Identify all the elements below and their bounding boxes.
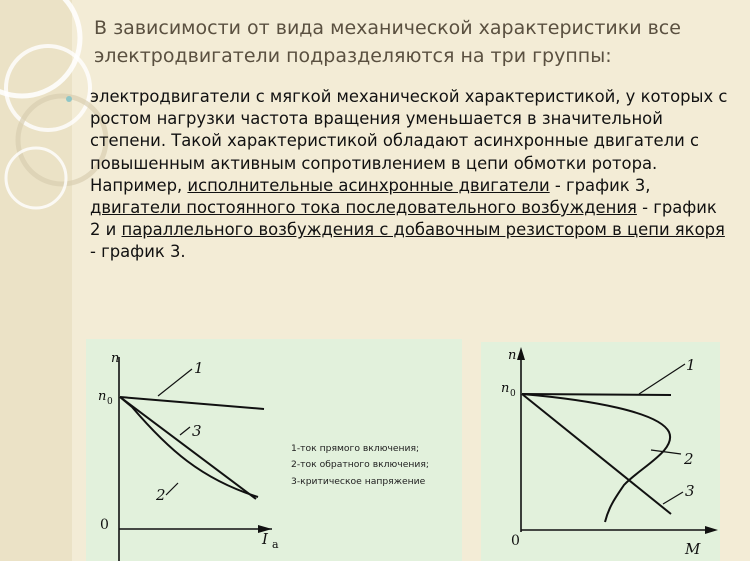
- bullet-icon: [66, 96, 72, 102]
- legend-item-1: 1-ток прямого включения;: [291, 443, 420, 454]
- x-axis-label: I: [262, 530, 268, 548]
- n0-subscript: 0: [510, 389, 516, 399]
- curve-label-3: 3: [685, 482, 695, 500]
- body-text-2: - график 3,: [549, 175, 651, 195]
- body-text-3: - график 2 и: [90, 198, 717, 240]
- body-text-1: электродвигатели с мягкой механической характеристикой, у которых с ростом нагрузки частота вращения уменьшается в значительной степени. Такой характеристикой обладают асинхронные двигатели с повышенным активным сопротивлением в цепи обмотки ротора. Например,: [90, 87, 728, 195]
- origin-label: 0: [100, 517, 109, 533]
- body-text-4: - график 3.: [90, 242, 186, 262]
- link-dc-series-motors[interactable]: двигатели постоянного тока последовательного возбуждения: [90, 198, 637, 218]
- slide-title: В зависимости от вида механической характеристики все электродвигатели подразделяются на три группы:: [94, 17, 681, 67]
- origin-label: 0: [511, 533, 520, 549]
- figure-torque-characteristic: [481, 342, 720, 561]
- curve-label-1: 1: [194, 359, 204, 377]
- y-axis-label: n: [111, 351, 120, 366]
- n0-subscript: 0: [107, 397, 113, 407]
- curve-label-1: 1: [686, 356, 696, 374]
- x-axis-subscript: a: [272, 538, 279, 551]
- y-axis-label: n: [508, 348, 517, 363]
- curve-label-2: 2: [684, 450, 694, 468]
- curve-label-2: 2: [156, 486, 166, 504]
- link-parallel-excitation[interactable]: параллельного возбуждения с добавочным резистором в цепи якоря: [121, 220, 725, 240]
- slide-body-text: [90, 86, 730, 264]
- n0-label: n: [98, 389, 107, 404]
- legend-item-3: 3-критическое напряжение: [291, 476, 426, 487]
- n0-label: n: [501, 381, 510, 396]
- link-async-motors[interactable]: исполнительные асинхронные двигатели: [187, 175, 550, 195]
- curve-1: [522, 394, 671, 395]
- curve-label-3: 3: [192, 422, 202, 440]
- figure-legend: [291, 443, 429, 487]
- figure-current-characteristic: [86, 339, 462, 561]
- legend-item-2: 2-ток обратного включения;: [291, 459, 429, 470]
- x-axis-label: M: [685, 540, 701, 558]
